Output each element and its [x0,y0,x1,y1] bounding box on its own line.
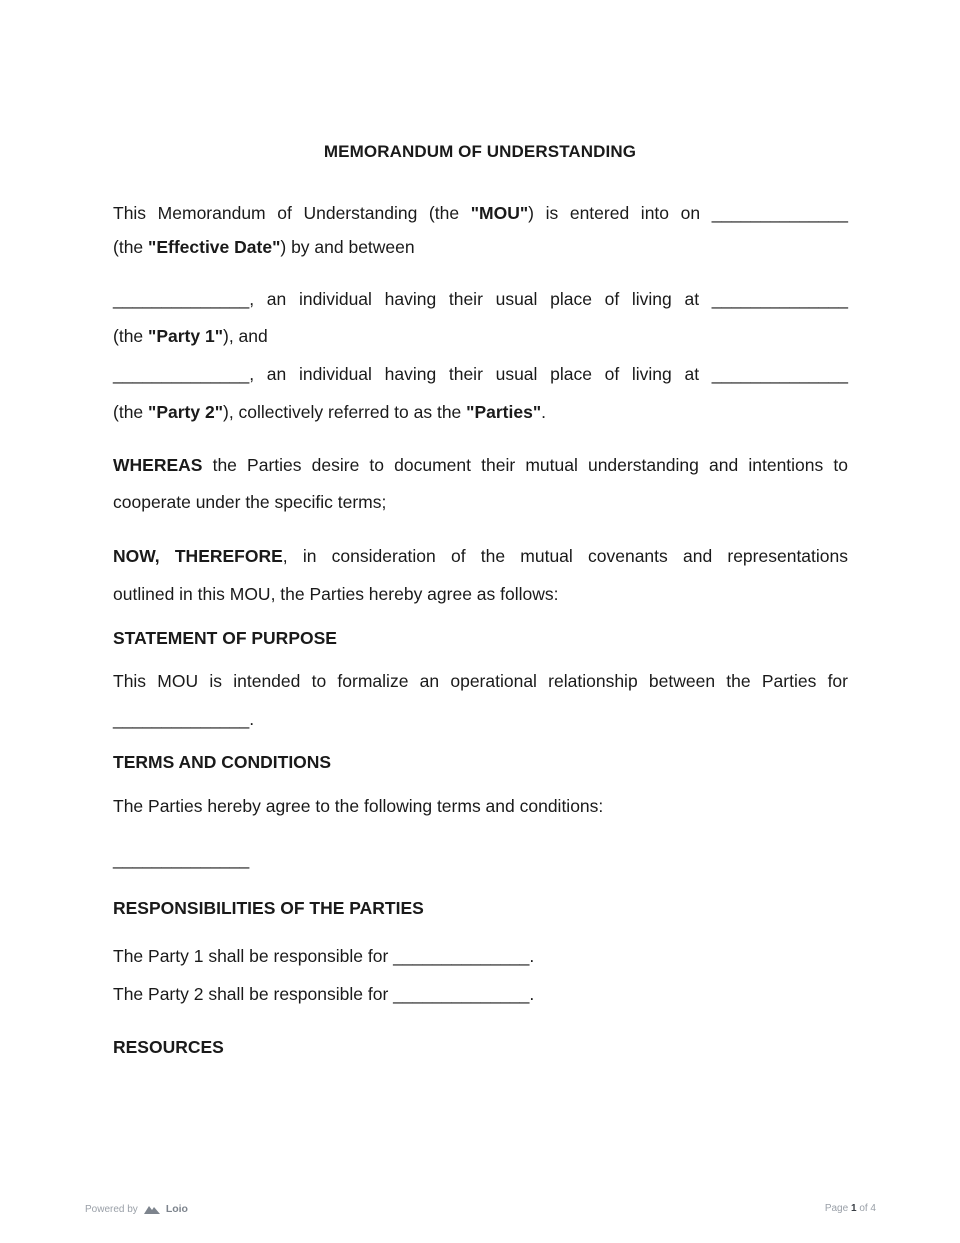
text: The Party 1 shall be responsible for [113,946,394,966]
powered-by-footer [85,1203,188,1215]
whereas-keyword: WHEREAS [113,455,203,475]
text: . [249,709,255,729]
page-number [825,1203,876,1214]
page-total: of 4 [859,1203,876,1214]
text: , an individual having their usual place of living at [249,364,712,384]
text: ) by and between [280,237,415,257]
party1-responsibility-blank: ______________ [393,946,530,966]
mou-term: "MOU" [470,203,529,223]
text: . [529,984,535,1004]
purpose-line-2 [113,708,848,730]
party2-responsibility [113,983,848,1005]
effective-date-term: "Effective Date" [148,237,281,257]
whereas-line-2: cooperate under the specific terms; [113,492,387,512]
text: . [529,946,535,966]
page-current: 1 [850,1203,857,1214]
document-title: MEMORANDUM OF UNDERSTANDING [323,142,637,161]
statement-of-purpose-heading: STATEMENT OF PURPOSE [113,628,337,648]
whereas-line-1 [113,454,848,476]
party1-name-blank: ______________ [113,289,250,309]
intro-line-2 [113,236,848,258]
text: This Memorandum of Understanding (the [113,203,471,223]
party2-line-1 [113,363,848,385]
party2-name-blank: ______________ [113,364,250,384]
responsibilities-heading: RESPONSIBILITIES OF THE PARTIES [113,898,424,918]
party2-responsibility-blank: ______________ [393,984,530,1004]
text: ) is entered into on [528,203,712,223]
text: , an individual having their usual place of living at [249,289,712,309]
party1-responsibility [113,945,848,967]
text: . [541,402,546,422]
purpose-line-1: This MOU is intended to formalize an operational relationship between the Parties for [113,671,848,691]
party2-line-2 [113,401,848,423]
party1-address-blank: ______________ [711,289,848,309]
brand-name: Loio [165,1203,188,1215]
text: (the [113,237,149,257]
text: ), and [223,326,268,346]
party2-term: "Party 2" [148,402,223,422]
resources-heading: RESOURCES [113,1037,224,1057]
loio-logo-icon [144,1204,160,1214]
intro-line-1 [113,202,848,224]
page-label: Page [824,1203,849,1214]
party1-term: "Party 1" [148,326,223,346]
now-therefore-keyword: NOW, THEREFORE [113,546,283,566]
party1-line-2 [113,325,848,347]
powered-by-label: Powered by [85,1203,138,1215]
purpose-blank: ______________ [113,709,250,729]
party1-line-1 [113,288,848,310]
text: The Party 2 shall be responsible for [113,984,394,1004]
text: (the [113,402,149,422]
effective-date-blank: ______________ [711,203,848,223]
text: ), collectively referred to as the [223,402,467,422]
terms-and-conditions-heading: TERMS AND CONDITIONS [113,752,332,772]
text: the Parties desire to document their mutual understanding and intentions to [202,455,848,475]
now-therefore-line-1 [113,545,848,567]
party2-address-blank: ______________ [711,364,848,384]
parties-term: "Parties" [466,402,542,422]
terms-line: The Parties hereby agree to the following terms and conditions: [113,796,604,816]
text: (the [113,326,149,346]
now-therefore-line-2: outlined in this MOU, the Parties hereby agree as follows: [113,584,559,604]
text: , in consideration of the mutual covenants and representations [282,546,849,566]
terms-blank: ______________ [113,849,250,869]
